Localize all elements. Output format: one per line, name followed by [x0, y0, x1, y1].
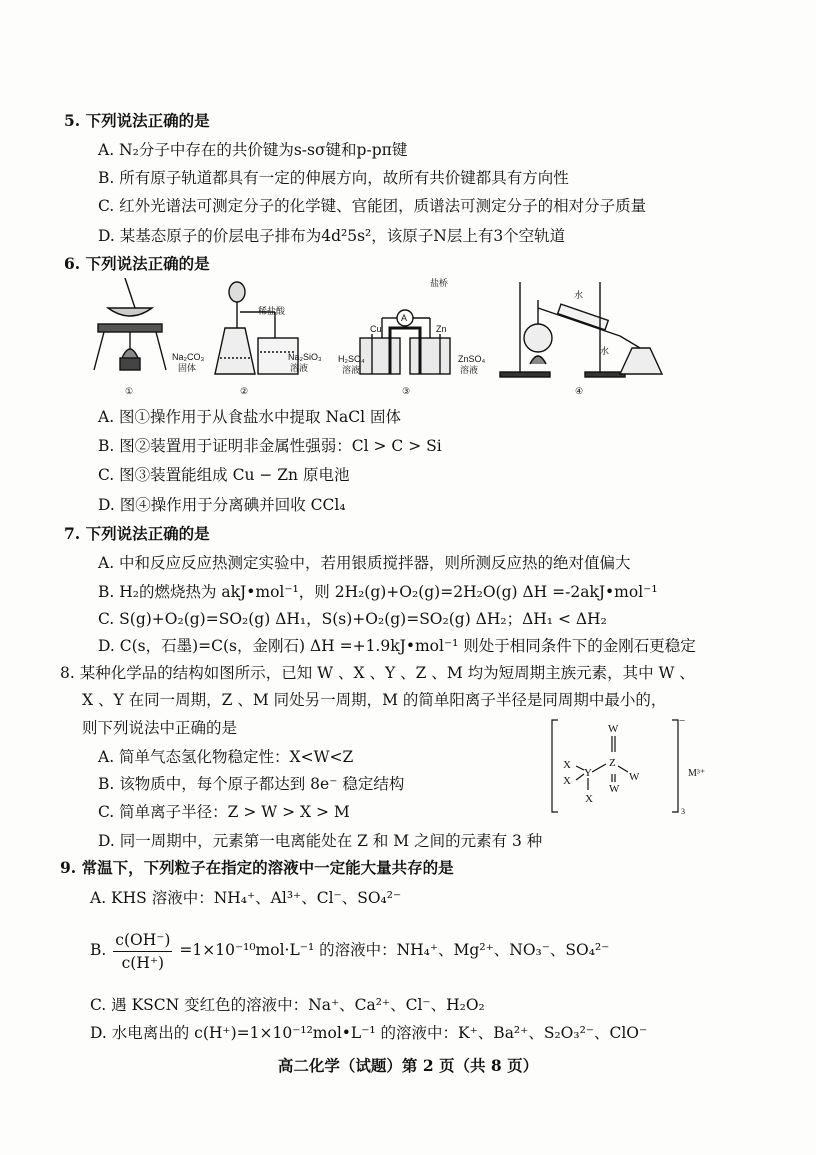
- label-zn: Zn: [436, 324, 447, 334]
- label-fig1: ①: [125, 386, 134, 396]
- q9-option-b-rest: =1×10⁻¹⁰mol·L⁻¹ 的溶液中：NH₄⁺、Mg²⁺、NO₃⁻、SO₄²⁻: [179, 941, 610, 959]
- evaporation-apparatus: [94, 278, 166, 370]
- q9-stem: 9. 常温下，下列粒子在指定的溶液中一定能大量共存的是: [60, 858, 454, 877]
- q9-fraction-denominator: c(H⁺): [121, 953, 165, 972]
- q9-fraction-numerator: c(OH⁻): [113, 929, 172, 952]
- struct-charge: −: [679, 716, 686, 727]
- q5-option-c: C. 红外光谱法可测定分子的化学键、官能团，质谱法可测定分子的相对分子质量: [98, 197, 647, 215]
- struct-w-bottom: W: [609, 783, 620, 795]
- q8-option-c: C. 简单离子半径：Z > W > X > M: [98, 803, 350, 821]
- q6-option-d: D. 图④操作用于分离碘并回收 CCl₄: [98, 496, 346, 514]
- label-fig4: ④: [575, 386, 584, 396]
- q6-option-a: A. 图①操作用于从食盐水中提取 NaCl 固体: [98, 408, 402, 426]
- label-water-out: 水: [600, 346, 610, 356]
- struct-y: Y: [584, 767, 592, 779]
- label-solution-3b: 溶液: [460, 365, 479, 375]
- q8-structure-diagram: [548, 716, 718, 816]
- q8-option-d: D. 同一周期中，元素第一电离能处在 Z 和 M 之间的元素有 3 种: [98, 832, 543, 850]
- struct-x-upper: X: [563, 759, 571, 771]
- label-na2co3: Na₂CO₃: [172, 352, 205, 362]
- q5-stem: 5. 下列说法正确的是: [64, 111, 210, 130]
- label-salt-bridge: 盐桥: [430, 278, 449, 288]
- q7-option-a: A. 中和反应反应热测定实验中，若用银质搅拌器，则所测反应热的绝对值偏大: [98, 554, 631, 572]
- label-znso4: ZnSO₄: [458, 354, 486, 364]
- label-solid: 固体: [178, 363, 197, 373]
- q8-stem-line1: 8. 某种化学品的结构如图所示，已知 W 、X 、Y 、Z 、M 均为短周期主族元素，其中 W 、: [60, 664, 695, 682]
- struct-z: Z: [609, 757, 616, 769]
- label-na2sio3: Na₂SiO₃: [288, 352, 322, 362]
- q8-option-b: B. 该物质中，每个原子都达到 8e⁻ 稳定结构: [98, 775, 405, 793]
- struct-x-lower: X: [563, 775, 571, 787]
- q7-option-b: B. H₂的燃烧热为 akJ•mol⁻¹，则 2H₂(g)+O₂(g)=2H₂O(g) ΔH =-2akJ•mol⁻¹: [98, 583, 658, 601]
- gas-generation-apparatus: [215, 282, 298, 374]
- q9-option-d: D. 水电离出的 c(H⁺)=1×10⁻¹²mol•L⁻¹ 的溶液中：K⁺、Ba²⁺、S₂O₃²⁻、ClO⁻: [90, 1024, 648, 1042]
- q5-option-d: D. 某基态原子的价层电子排布为4d²5s²，该原子N层上有3个空轨道: [98, 227, 566, 245]
- q9-option-a: A. KHS 溶液中：NH₄⁺、Al³⁺、Cl⁻、SO₄²⁻: [90, 889, 402, 907]
- struct-subscript-3: 3: [681, 807, 685, 816]
- q5-option-b: B. 所有原子轨道都具有一定的伸展方向，故所有共价键都具有方向性: [98, 169, 569, 187]
- q9-option-b: [90, 928, 609, 974]
- q6-option-b: B. 图②装置用于证明非金属性强弱：Cl > C > Si: [98, 437, 442, 455]
- struct-w-right: W: [629, 771, 640, 783]
- q8-option-a: A. 简单气态氢化物稳定性：X<W<Z: [98, 748, 354, 766]
- q5-option-a: A. N₂分子中存在的共价键为s-sσ键和p-pπ键: [98, 141, 408, 159]
- q9-fraction: [113, 929, 172, 974]
- q7-stem: 7. 下列说法正确的是: [64, 524, 210, 543]
- q8-stem-line3: 则下列说法中正确的是: [82, 719, 238, 737]
- label-cu: Cu: [370, 324, 382, 334]
- label-ammeter: A: [401, 313, 408, 323]
- label-fig3: ③: [402, 386, 411, 396]
- label-dilute-hcl: 稀盐酸: [258, 306, 286, 316]
- label-solution-3a: 溶液: [342, 365, 361, 375]
- struct-w-top: W: [608, 723, 619, 735]
- page-footer: 高二化学（试题）第 2 页（共 8 页）: [277, 1056, 539, 1075]
- q8-stem-line2: X 、Y 在同一周期，Z 、M 同处另一周期，M 的简单阳离子半径是同周期中最小的，: [82, 691, 667, 709]
- q6-apparatus-figures: [80, 278, 680, 400]
- q9-option-c: C. 遇 KSCN 变红色的溶液中：Na⁺、Ca²⁺、Cl⁻、H₂O₂: [90, 996, 485, 1014]
- struct-m-ion: M³⁺: [688, 768, 706, 779]
- q7-option-d: D. C(s，石墨)=C(s，金刚石) ΔH =+1.9kJ•mol⁻¹ 则处于相同条件下的金刚石更稳定: [98, 637, 696, 655]
- q6-option-c: C. 图③装置能组成 Cu − Zn 原电池: [98, 466, 350, 484]
- q7-option-c: C. S(g)+O₂(g)=SO₂(g) ΔH₁，S(s)+O₂(g)=SO₂(g) ΔH₂；ΔH₁ < ΔH₂: [98, 610, 607, 628]
- q6-stem: 6. 下列说法正确的是: [64, 254, 210, 273]
- q9-option-b-label: B.: [90, 941, 107, 959]
- label-fig2: ②: [240, 386, 249, 396]
- label-h2so4: H₂SO₄: [338, 354, 365, 364]
- struct-x-bottom: X: [585, 793, 593, 805]
- label-water-in: 水: [574, 290, 584, 300]
- label-solution-2: 溶液: [290, 363, 309, 373]
